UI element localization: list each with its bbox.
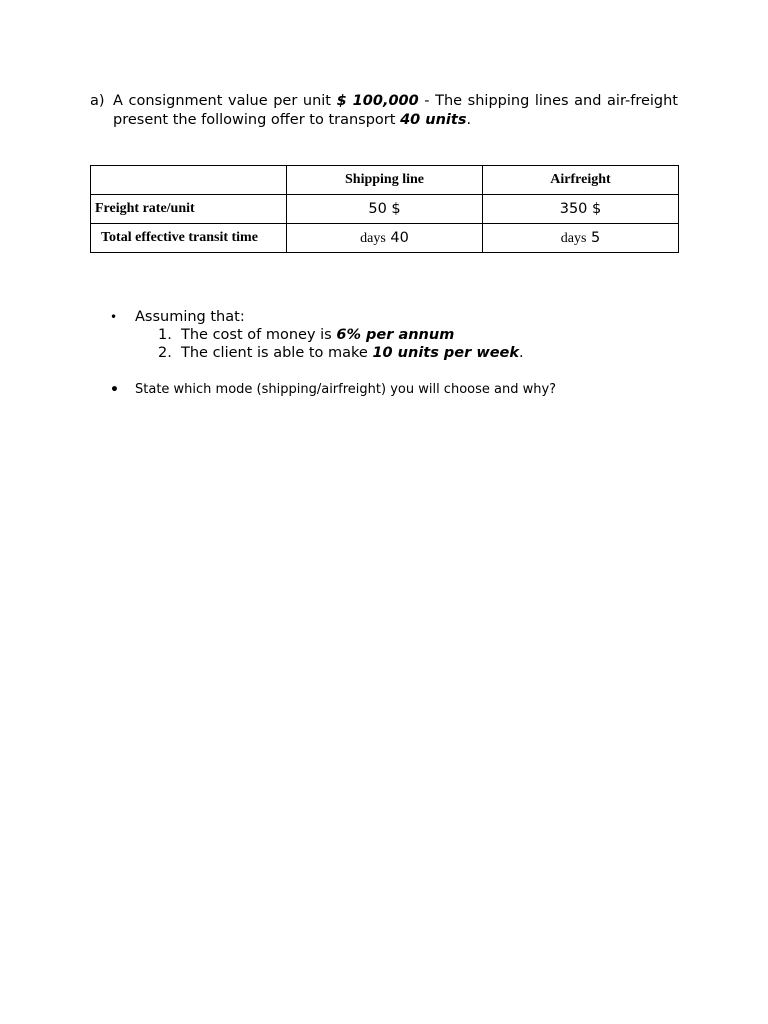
units-count: 40 units [400, 112, 467, 128]
bullet-marker: • [110, 310, 118, 324]
row-label-transit-time: Total effective transit time [91, 224, 287, 253]
prompt-text: State which mode (shipping/airfreight) you will choose and why? [135, 382, 557, 397]
shipping-transit-number: 40 [390, 229, 409, 246]
question-text-part2: - The shipping lines and air-freight present the following offer to transport [113, 93, 678, 128]
airfreight-transit-number: 5 [591, 229, 601, 246]
assumption-emphasis: 10 units per week [372, 345, 520, 361]
shipping-freight-rate: 50 $ [287, 195, 483, 224]
shipping-transit-unit: days [360, 230, 386, 246]
assumptions-label: Assuming that: [135, 309, 245, 325]
consignment-value: $ 100,000 [336, 93, 419, 109]
question-text [113, 92, 678, 130]
airfreight-freight-rate: 350 $ [483, 195, 679, 224]
table-row [91, 224, 679, 253]
assumption-number: 1. [158, 327, 172, 343]
table-row [91, 195, 679, 224]
question-text-end: . [466, 112, 472, 128]
table-header-shipping: Shipping line [287, 166, 483, 195]
table-header-row [91, 166, 679, 195]
assumption-end: . [519, 345, 524, 361]
table-header-empty [91, 166, 287, 195]
question-text-part1: A consignment value per unit [113, 93, 337, 109]
question-paragraph [90, 92, 678, 130]
bullet-marker: • [110, 382, 119, 398]
question-marker: a) [90, 93, 105, 109]
row-label-freight-rate: Freight rate/unit [91, 195, 287, 224]
freight-comparison-table [90, 165, 679, 253]
table-header-airfreight: Airfreight [483, 166, 679, 195]
assumption-text: The cost of money is [181, 327, 337, 343]
assumption-item [158, 326, 454, 344]
assumption-text: The client is able to make [181, 345, 373, 361]
assumption-number: 2. [158, 345, 172, 361]
assumption-item [158, 344, 524, 362]
shipping-transit-time [287, 224, 483, 253]
airfreight-transit-time [483, 224, 679, 253]
assumption-emphasis: 6% per annum [336, 327, 455, 343]
airfreight-transit-unit: days [560, 230, 587, 246]
